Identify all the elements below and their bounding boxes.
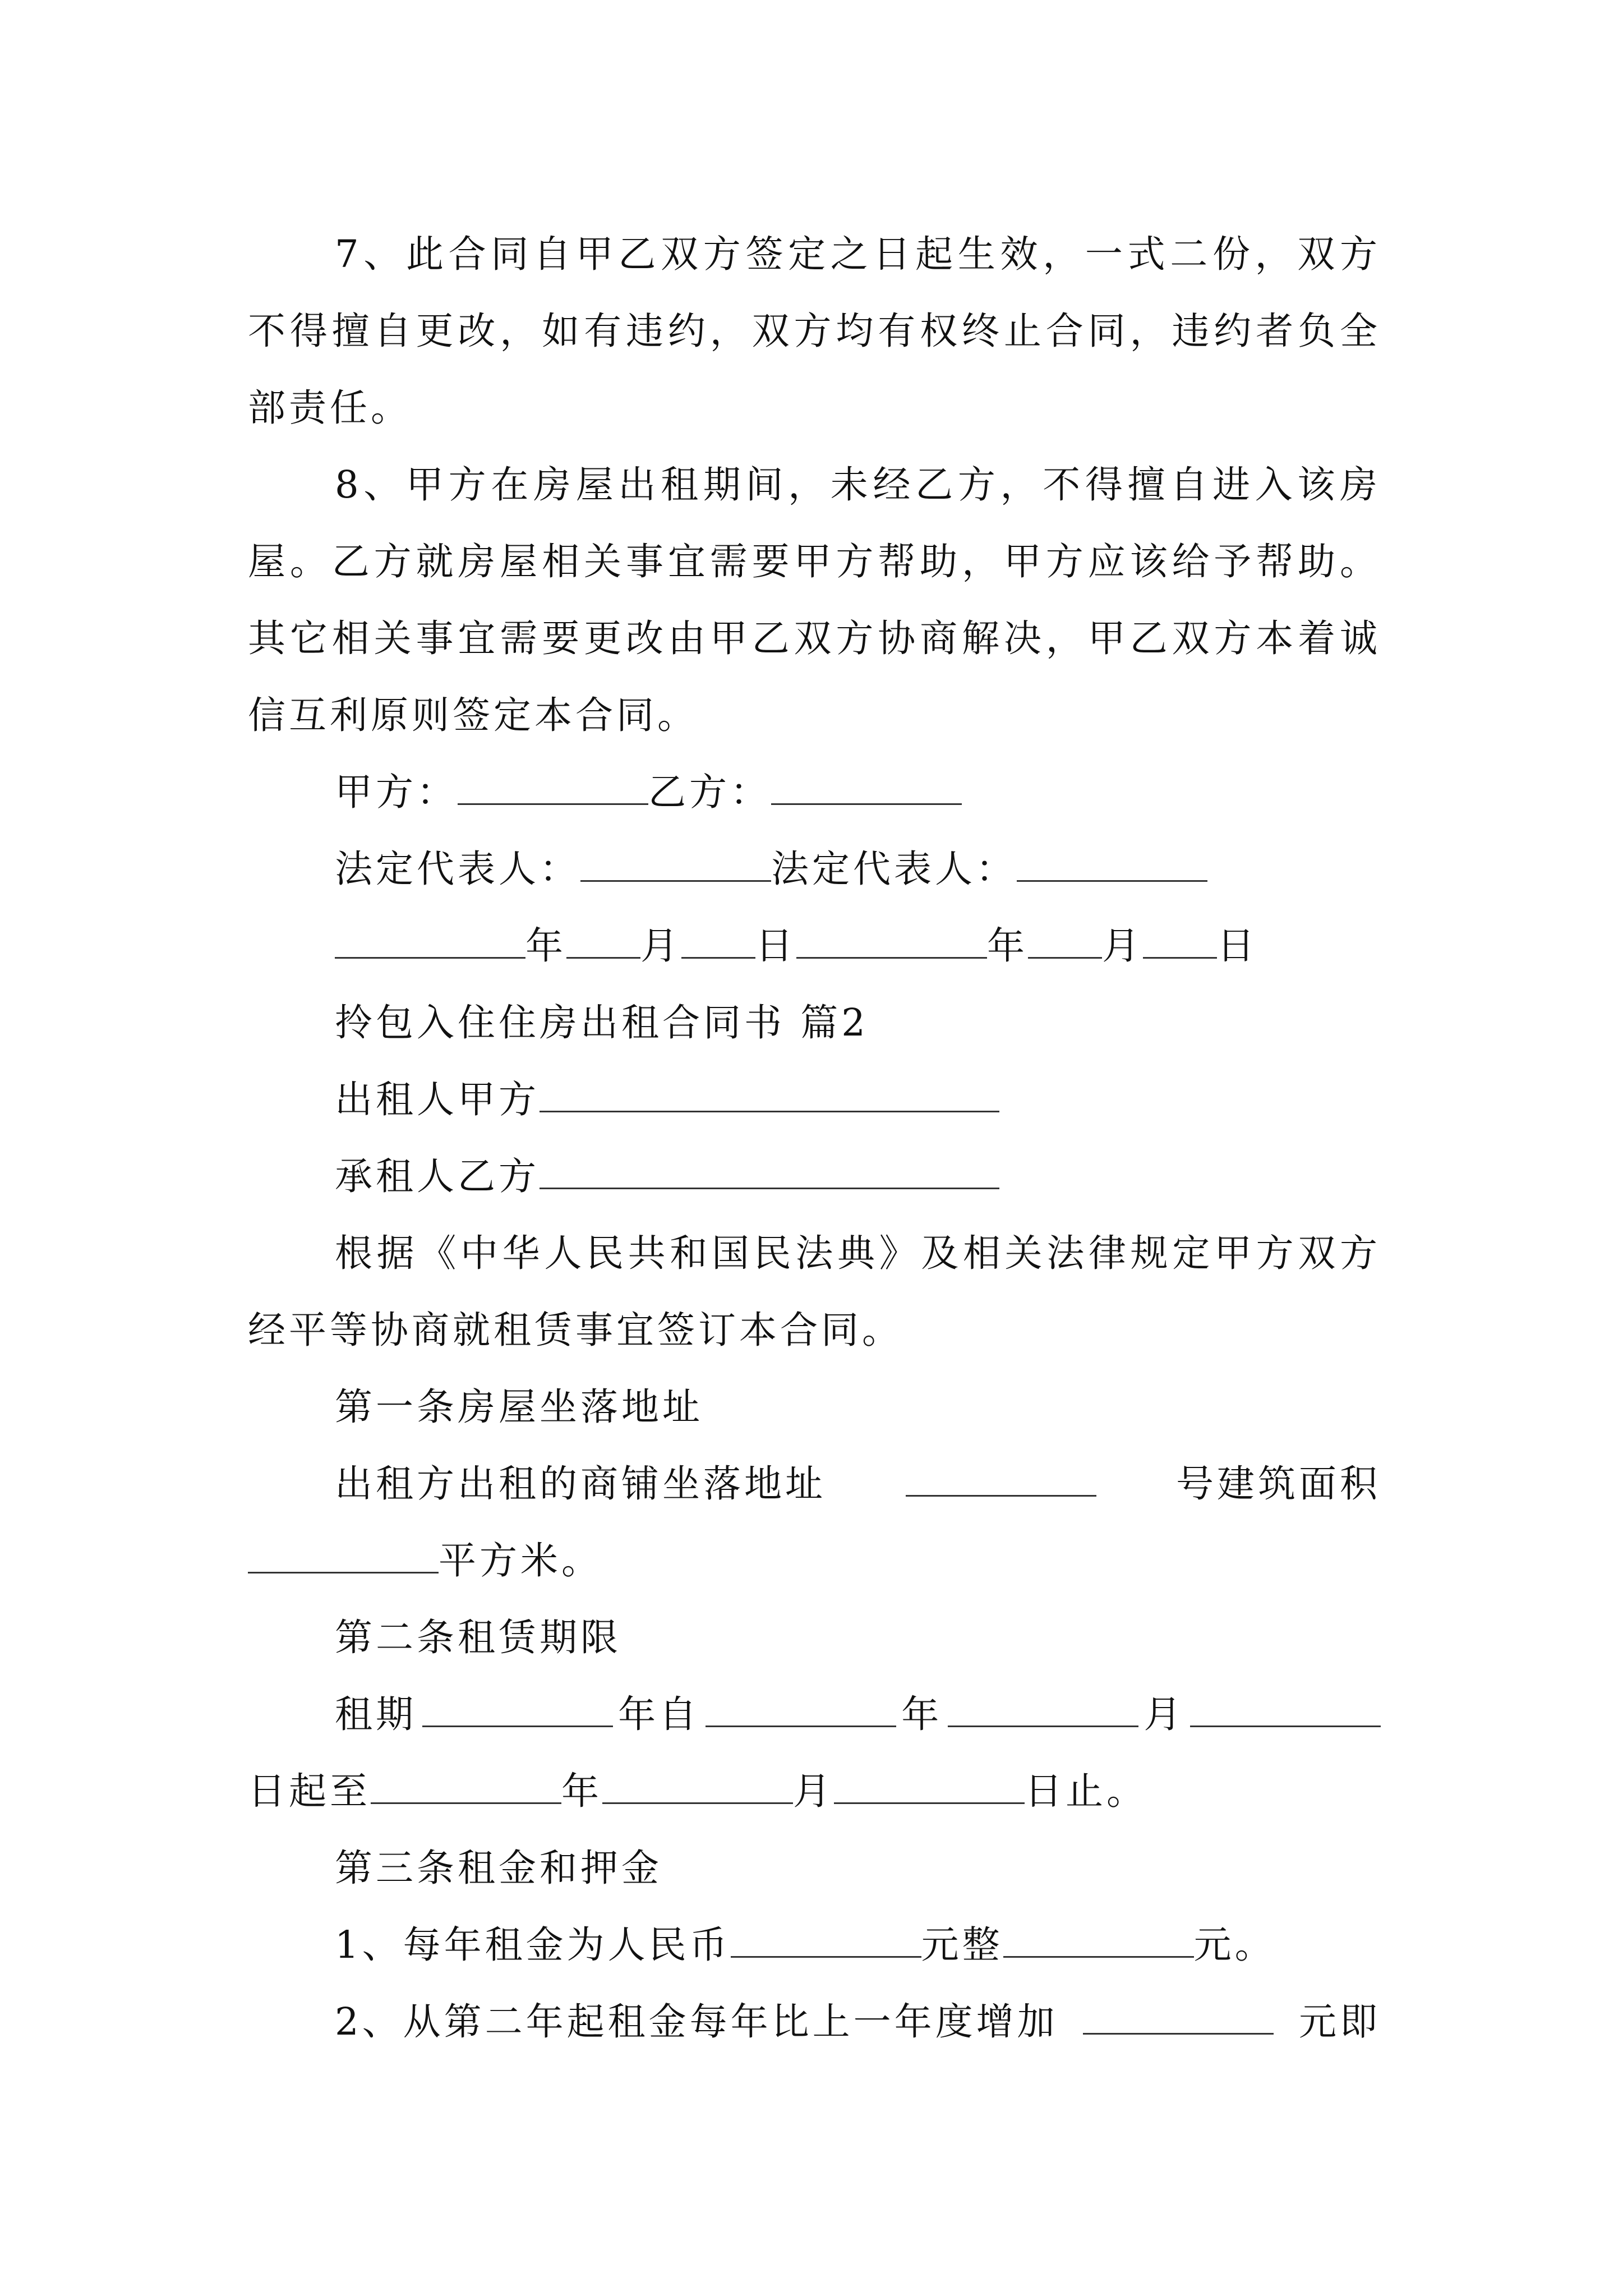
article-2-start-month-blank [948, 1694, 1138, 1727]
article-3-item-2-a: 2、从第二年起租金每年比上一年度增加 [335, 2000, 1058, 2044]
article-1-text-c: 平方米。 [439, 1539, 602, 1582]
lessor-label: 出租人甲方 [335, 1078, 540, 1121]
article-1-line-2 [248, 1522, 1381, 1599]
date-b-month: 月 [1102, 924, 1143, 968]
article-2-year2: 年 [561, 1769, 602, 1813]
rep-b-label: 法定代表人： [771, 847, 1017, 891]
article-2-line-1 [248, 1676, 1381, 1753]
contract-page [248, 216, 1381, 2060]
article-2-start-day-blank [1190, 1694, 1381, 1727]
article-2-line-2 [248, 1753, 1381, 1830]
article-3-rent-amount-blank [1003, 1925, 1194, 1958]
preamble: 根据《中华人民共和国民法典》及相关法律规定甲方双方经平等协商就租赁事宜签订本合同。 [248, 1231, 1381, 1352]
date-b-year-blank [796, 926, 987, 959]
date-a-month-blank [566, 926, 640, 959]
rep-b-blank [1017, 849, 1207, 882]
signature-date-line [248, 908, 1381, 984]
article-3-item-1-a: 1、每年租金为人民币 [335, 1923, 731, 1967]
article-2-title: 第二条租赁期限 [335, 1616, 621, 1659]
article-3-rent-blank [731, 1925, 921, 1958]
article-3-increase-blank [1083, 2001, 1274, 2035]
date-a-year-blank [335, 926, 525, 959]
article-3-item-1-c: 元。 [1193, 1923, 1276, 1967]
date-a-month: 月 [640, 924, 681, 968]
article-2-month: 月 [1144, 1692, 1185, 1736]
article-1-area-blank [248, 1540, 439, 1573]
date-a-year: 年 [525, 924, 566, 968]
party-a-blank [458, 772, 648, 805]
clause-7: 7、此合同自甲乙双方签定之日起生效，一式二份，双方不得擅自更改，如有违约，双方均有权终止合同，违约者负全部责任。 [248, 232, 1381, 430]
article-2-year-from: 年自 [618, 1692, 700, 1736]
article-3-item-1-b: 元整 [921, 1923, 1003, 1967]
article-1-text-a: 出租方出租的商铺坐落地址 [335, 1462, 826, 1506]
date-b-month-blank [1028, 926, 1102, 959]
party-b-blank [771, 772, 962, 805]
article-2-month2: 月 [793, 1769, 834, 1813]
section-title: 拎包入住住房出租合同书 篇2 [335, 1001, 869, 1045]
article-2-end-month-blank [602, 1771, 793, 1804]
date-b-day-blank [1143, 926, 1217, 959]
lessor-line [248, 1061, 1381, 1138]
article-2-term-label: 租期 [335, 1692, 417, 1736]
clause-8: 8、甲方在房屋出租期间，未经乙方，不得擅自进入该房屋。乙方就房屋相关事宜需要甲方帮助，甲方应该给予帮助。其它相关事宜需要更改由甲乙双方协商解决，甲乙双方本着诚信互利原则签定本合同。 [248, 463, 1381, 737]
article-1-title: 第一条房屋坐落地址 [335, 1385, 703, 1429]
article-2-end-year-blank [371, 1771, 561, 1804]
signature-parties-line [248, 754, 1381, 831]
date-b-day: 日 [1217, 924, 1258, 968]
rep-a-label: 法定代表人： [335, 847, 580, 891]
lessee-line [248, 1138, 1381, 1215]
lessee-blank [540, 1156, 999, 1189]
article-3-item-1 [248, 1907, 1381, 1984]
date-a-day-blank [681, 926, 755, 959]
article-3-item-2-b: 元即 [1298, 2000, 1381, 2044]
article-2-day-until: 日起至 [248, 1769, 371, 1813]
article-2-year: 年 [901, 1692, 943, 1736]
article-1-text-b: 号建筑面积 [1176, 1462, 1381, 1506]
rep-a-blank [580, 849, 771, 882]
article-1-address-blank [906, 1464, 1096, 1497]
article-1-line-1 [248, 1446, 1381, 1522]
article-2-end: 日止。 [1025, 1769, 1147, 1813]
article-3-title: 第三条租金和押金 [335, 1846, 662, 1890]
article-3-item-2 [248, 1984, 1381, 2060]
signature-representatives-line [248, 831, 1381, 908]
party-b-label: 乙方： [648, 770, 771, 814]
lessor-blank [540, 1079, 999, 1112]
lessee-label: 承租人乙方 [335, 1154, 540, 1198]
date-a-day: 日 [755, 924, 796, 968]
article-2-end-day-blank [834, 1771, 1025, 1804]
party-a-label: 甲方： [335, 770, 458, 814]
article-2-start-year-blank [706, 1694, 896, 1727]
article-2-term-blank [422, 1694, 613, 1727]
date-b-year: 年 [987, 924, 1028, 968]
